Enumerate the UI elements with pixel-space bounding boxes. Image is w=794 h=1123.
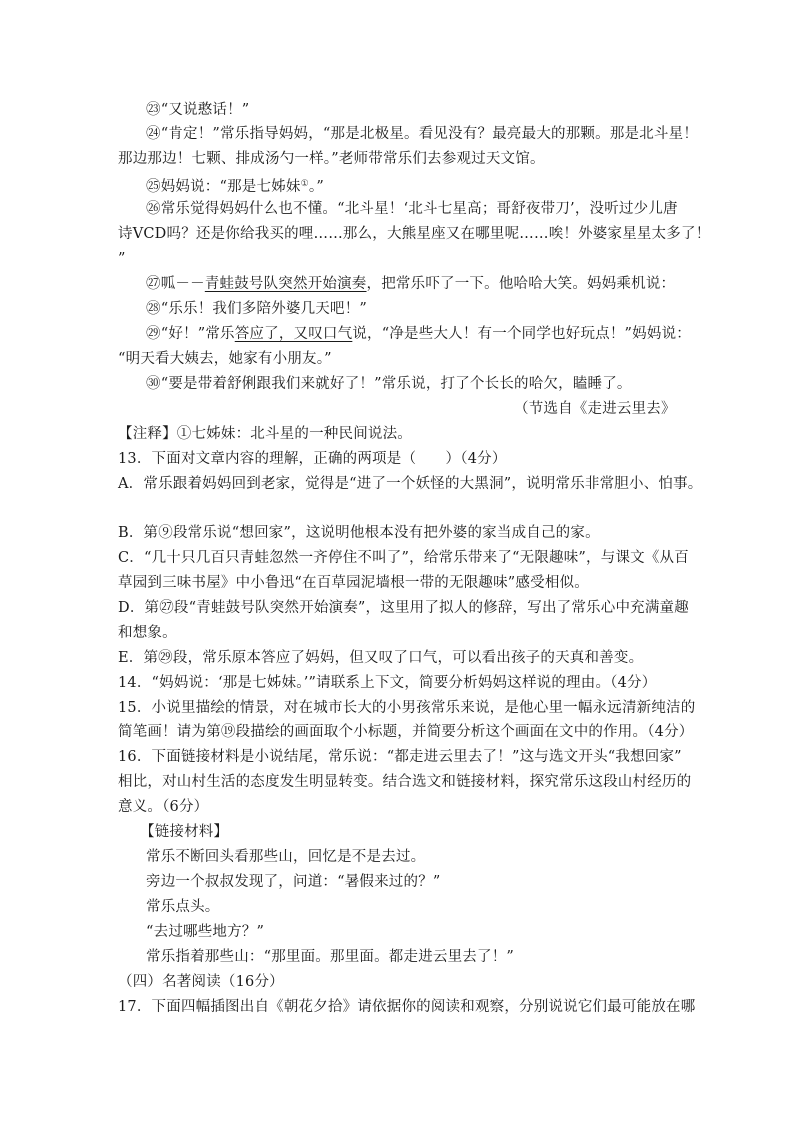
link-material-line-3: 常乐点头。 xyxy=(146,899,220,915)
paragraph-24-line-1: ㉔“肯定！”常乐指导妈妈，“那是北极星。看见没有？最亮最大的那颗。那是北斗星！ xyxy=(146,126,699,142)
question-16-line-3: 意义。（6分） xyxy=(118,799,209,815)
link-material-line-4: “去过哪些地方？” xyxy=(146,924,265,940)
link-material-line-2: 旁边一个叔叔发现了，问道：“暑假来过的？” xyxy=(146,874,441,890)
question-15-line-2: 简笔画！请为第⑲段描绘的画面取个小标题，并简要分析这个画面在文中的作用。（4分） xyxy=(118,724,694,740)
question-13-option-d-line-1: D．第㉗段“青蛙鼓号队突然开始演奏”，这里用了拟人的修辞，写出了常乐心中充满童趣 xyxy=(118,600,689,616)
question-16-line-2: 相比，对山村生活的态度发生明显转变。结合选文和链接材料，探究常乐这段山村经历的 xyxy=(118,774,692,790)
question-15-line-1: 15．小说里描绘的情景，对在城市长大的小男孩常乐来说，是他心里一幅永远清新纯洁的 xyxy=(118,700,696,716)
link-material-line-5: 常乐指着那些山：“那里面。那里面。都走进云里去了！” xyxy=(146,949,515,965)
paragraph-26-line-2: 诗VCD吗？还是你给我买的哩……那么，大熊星座又在哪里呢……唉！外婆家星星太多了！ xyxy=(118,226,711,242)
paragraph-27-start: ㉗呱－－ xyxy=(146,276,205,292)
annotation-note: 【注释】①七姊妹：北斗星的一种民间说法。 xyxy=(118,426,412,442)
paragraph-27-end: ，把常乐吓了一下。他哈哈大笑。妈妈乘机说： xyxy=(366,276,676,292)
paragraph-25 xyxy=(146,174,324,197)
question-13-option-c-line-2: 草园到三味书屋》中小鲁迅“在百草园泥墙根一带的无限趣味”感受相似。 xyxy=(118,575,589,591)
question-16-line-1: 16．下面链接材料是小说结尾，常乐说：“都走进云里去了！”这与选文开头“我想回家” xyxy=(118,749,682,765)
paragraph-30: ㉚“要是带着舒俐跟我们来就好了！”常乐说，打了个长长的哈欠，瞌睡了。 xyxy=(146,376,632,392)
paragraph-26-line-1: ㉖常乐觉得妈妈什么也不懂。“北斗星！‘北斗七星高；哥舒夜带刀’，没听过少儿唐 xyxy=(146,201,678,217)
question-13-option-c-line-1: C．“几十只几百只青蛙忽然一齐停住不叫了”，给常乐带来了“无限趣味”，与课文《从百 xyxy=(118,550,689,566)
question-13-option-e: E．第㉙段，常乐原本答应了妈妈，但又叹了口气，可以看出孩子的天真和善变。 xyxy=(118,650,644,666)
question-13-option-d-line-2: 和想象。 xyxy=(118,625,177,641)
paragraph-28: ㉘“乐乐！我们多陪外婆几天吧！” xyxy=(146,301,368,317)
paragraph-29-end: 说，“净是些大人！有一个同学也好玩点！”妈妈说： xyxy=(352,326,691,342)
paragraph-29-start: ㉙“好！”常乐 xyxy=(146,326,235,342)
paragraph-26-line-3: ” xyxy=(118,251,126,267)
underlined-phrase-sigh: 答应了，又叹口气 xyxy=(234,326,353,342)
paragraph-29-line-1 xyxy=(146,324,691,344)
section-4-heading: （四）名著阅读（16分） xyxy=(118,974,284,990)
question-17: 17．下面四幅插图出自《朝花夕拾》请依据你的阅读和观察，分别说说它们最可能放在哪 xyxy=(118,999,696,1015)
paragraph-23: ㉓“又说憨话！” xyxy=(146,102,250,118)
question-13-option-b: B．第⑨段常乐说“想回家”，这说明他根本没有把外婆的家当成自己的家。 xyxy=(118,525,600,541)
question-13-option-a: A．常乐跟着妈妈回到老家，觉得是“进了一个妖怪的大黑洞”，说明常乐非常胆小、怕事。 xyxy=(118,476,703,492)
underlined-phrase-frog-band: 青蛙鼓号队突然开始演奏 xyxy=(204,276,367,292)
footnote-marker: ① xyxy=(300,179,309,189)
paragraph-29-line-2: “明天看大姨去，她家有小朋友。” xyxy=(118,351,332,367)
link-material-title: 【链接材料】 xyxy=(140,824,229,840)
link-material-line-1: 常乐不断回头看那些山，回忆是不是去过。 xyxy=(146,849,426,865)
question-14: 14．“妈妈说：‘那是七姊妹。’”请联系上下文，简要分析妈妈这样说的理由。（4分） xyxy=(118,675,657,691)
source-citation: （节选自《走进云里去》 xyxy=(514,401,676,417)
paragraph-24-line-2: 那边那边！七颗、排成汤勺一样。”老师带常乐们去参观过天文馆。 xyxy=(118,151,545,167)
paragraph-25-text: ㉕妈妈说：“那是七姊妹 xyxy=(146,179,301,195)
paragraph-27 xyxy=(146,274,675,294)
paragraph-25-end: 。” xyxy=(308,179,324,195)
question-13: 13．下面对文章内容的理解，正确的两项是（ ）（4分） xyxy=(118,451,507,467)
